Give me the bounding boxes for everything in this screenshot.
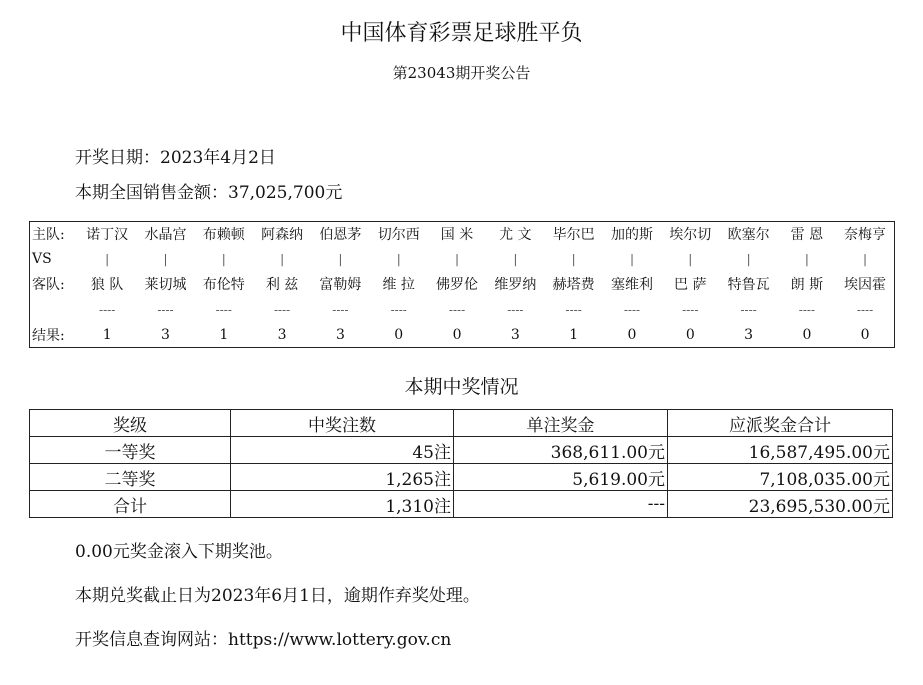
away-team-cell: 埃因霍 (844, 277, 887, 294)
column-header: 应派奖金合计 (668, 410, 893, 437)
prize-total: 23,695,530.00元 (668, 491, 893, 518)
prize-per-bet: 5,619.00元 (454, 464, 668, 491)
away-team-cell: 富勒姆 (319, 277, 362, 294)
away-team-cell: 佛罗伦 (436, 277, 479, 294)
dash-cell: ---- (798, 302, 816, 317)
separator-cell: | (338, 252, 343, 267)
away-team-cell: 维 拉 (382, 277, 415, 294)
result-cell: 1 (569, 326, 579, 343)
home-team-cell: 布赖顿 (202, 227, 245, 244)
home-team-row (30, 222, 895, 247)
home-team-cell: 阿森纳 (261, 227, 304, 244)
winner-count: 1,265注 (231, 464, 454, 491)
dash-cell: ---- (332, 302, 349, 317)
column-header: 中奖注数 (231, 410, 454, 437)
away-team-cell: 莱切城 (144, 277, 187, 294)
result-cell: 0 (452, 326, 462, 343)
dash-cell: ---- (623, 302, 641, 317)
result-cell: 3 (161, 326, 170, 343)
away-team-cell: 巴 萨 (674, 277, 707, 294)
vs-label: VS (32, 251, 52, 268)
column-header: 奖级 (30, 410, 231, 437)
deadline-note: 本期兑奖截止日为2023年6月1日，逾期作弃奖处理。 (75, 586, 480, 606)
away-team-cell: 朗 斯 (790, 277, 824, 294)
separator-cell: | (280, 252, 285, 267)
dash-cell: ---- (157, 302, 174, 317)
dash-cell: ---- (740, 302, 757, 317)
result-cell: 0 (394, 326, 404, 343)
away-team-cell: 塞维利 (610, 277, 653, 294)
prize-table (29, 409, 893, 518)
table-row (30, 491, 893, 518)
result-cell: 0 (685, 326, 695, 343)
dash-cell: ---- (215, 302, 232, 317)
draw-date: 开奖日期：2023年4月2日 (75, 148, 276, 168)
prize-level: 合计 (30, 491, 231, 518)
separator-cell: | (629, 252, 634, 267)
separator-cell: | (455, 252, 460, 267)
table-row (30, 437, 893, 464)
prize-level: 二等奖 (30, 464, 231, 491)
dash-cell: ---- (273, 302, 291, 317)
prize-per-bet: 368,611.00元 (454, 437, 668, 464)
prize-header-row (30, 410, 893, 437)
prize-total: 7,108,035.00元 (668, 464, 893, 491)
rollover-note: 0.00元奖金滚入下期奖池。 (75, 542, 283, 562)
prize-per-bet: --- (454, 491, 668, 518)
matches-table (29, 221, 895, 348)
prize-level: 一等奖 (30, 437, 231, 464)
result-cell: 3 (510, 326, 520, 343)
prize-heading: 本期中奖情况 (404, 376, 519, 398)
dash-cell: ---- (448, 302, 466, 317)
home-team-cell: 埃尔切 (669, 227, 712, 244)
result-cell: 1 (102, 326, 112, 343)
website-note: 开奖信息查询网站：https://www.lottery.gov.cn (75, 630, 452, 650)
separator-cell: | (746, 252, 751, 267)
separator-cell: | (863, 252, 868, 267)
home-team-cell: 加的斯 (610, 227, 653, 244)
away-team-row (30, 272, 895, 297)
away-team-cell: 维罗纳 (494, 277, 537, 294)
prize-total: 16,587,495.00元 (668, 437, 893, 464)
home-team-cell: 切尔西 (377, 227, 420, 244)
page-title: 中国体育彩票足球胜平负 (340, 21, 583, 46)
home-label: 主队: (32, 227, 65, 244)
dash-cell: ---- (682, 302, 699, 317)
away-team-cell: 赫塔费 (552, 277, 595, 294)
home-team-cell: 国 米 (440, 227, 474, 244)
dash-cell: ---- (99, 302, 116, 317)
away-team-cell: 利 兹 (265, 277, 299, 294)
result-cell: 0 (802, 326, 812, 343)
home-team-cell: 伯恩茅 (319, 227, 362, 244)
result-cell: 3 (335, 326, 345, 343)
result-cell: 3 (277, 326, 287, 343)
separator-cell: | (571, 252, 576, 267)
separator-cell: | (513, 252, 518, 267)
separator-cell: | (105, 252, 110, 267)
column-header: 单注奖金 (454, 410, 668, 437)
dash-row (30, 297, 895, 322)
winner-count: 1,310注 (231, 491, 454, 518)
separator-cell: | (688, 252, 693, 267)
separator-row (30, 247, 895, 272)
separator-cell: | (804, 252, 809, 267)
home-team-cell: 尤 文 (499, 227, 532, 244)
away-team-cell: 布伦特 (202, 277, 245, 294)
away-label: 客队: (32, 277, 65, 294)
table-row (30, 464, 893, 491)
home-team-cell: 雷 恩 (790, 227, 824, 244)
separator-cell: | (163, 252, 168, 267)
separator-cell: | (221, 252, 226, 267)
dash-cell: ---- (507, 302, 524, 317)
dash-cell: ---- (565, 302, 582, 317)
away-team-cell: 狼 队 (90, 277, 124, 294)
result-cell: 0 (860, 326, 870, 343)
winner-count: 45注 (231, 437, 454, 464)
result-row (30, 322, 895, 347)
dash-cell: ---- (390, 302, 407, 317)
dash-cell: ---- (856, 302, 874, 317)
page-subtitle: 第23043期开奖公告 (392, 64, 531, 82)
home-team-cell: 水晶宫 (144, 227, 187, 244)
home-team-cell: 欧塞尔 (727, 227, 770, 244)
away-team-cell: 特鲁瓦 (727, 277, 770, 294)
result-cell: 3 (744, 326, 754, 343)
result-cell: 0 (627, 326, 637, 343)
home-team-cell: 毕尔巴 (552, 227, 595, 244)
separator-cell: | (396, 252, 401, 267)
sales-amount: 本期全国销售金额：37,025,700元 (75, 183, 343, 203)
result-cell: 1 (219, 326, 229, 343)
home-team-cell: 诺丁汉 (86, 227, 129, 244)
home-team-cell: 奈梅亨 (844, 227, 887, 244)
result-label: 结果: (32, 327, 65, 344)
